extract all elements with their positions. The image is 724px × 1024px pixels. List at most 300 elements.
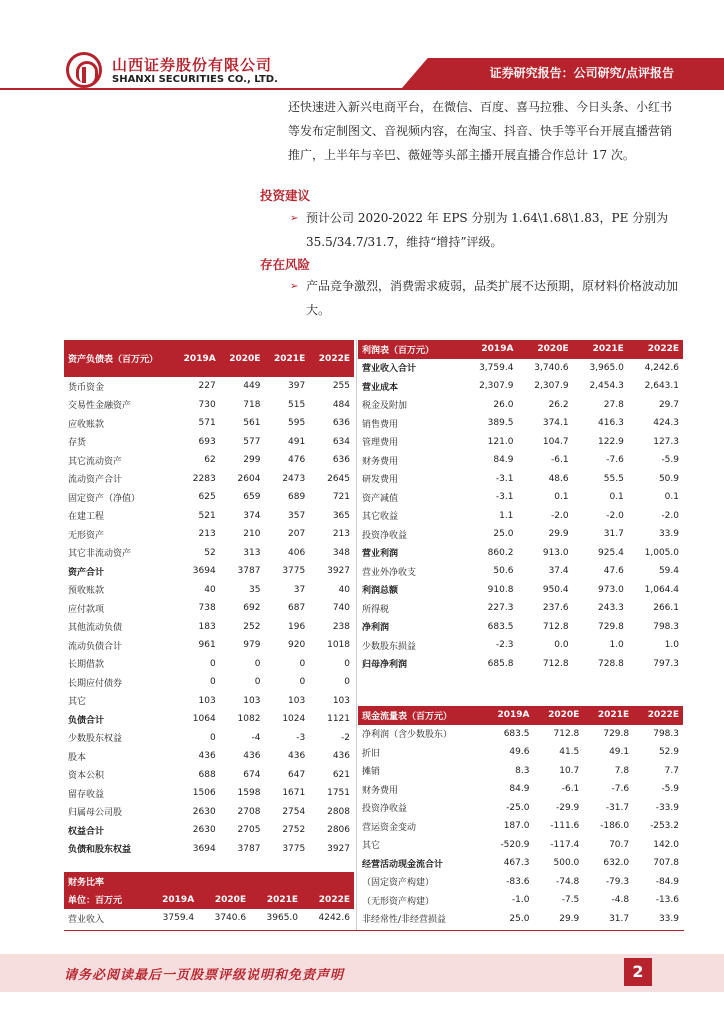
cell-value: 3,965.0: [589, 362, 624, 373]
row-label: 折旧: [362, 748, 381, 759]
header-bar: [0, 58, 724, 88]
cell-value: 50.9: [658, 473, 679, 484]
cell-value: 52.9: [658, 747, 679, 758]
cell-value: 979: [243, 640, 261, 651]
cell-value: 25.0: [509, 913, 530, 924]
risk-text: 产品竞争激烈，消费需求疲弱，品类扩展不达预期，原材料价格波动加大。: [306, 279, 679, 317]
cell-value: 348: [332, 547, 350, 558]
cell-value: 625: [198, 492, 216, 503]
cell-value: 365: [332, 510, 350, 521]
cell-value: 122.9: [598, 436, 624, 447]
cell-value: 2,643.1: [644, 381, 679, 392]
cell-value: 595: [288, 418, 306, 429]
cell-value: 313: [243, 547, 261, 558]
cell-value: 127.3: [653, 436, 679, 447]
table-row: [358, 743, 683, 762]
cell-value: 740: [332, 603, 350, 614]
cell-value: 3965.0: [266, 913, 299, 924]
cell-value: 913.0: [542, 547, 569, 558]
cell-value: 374.1: [542, 418, 569, 429]
cell-value: 729.8: [603, 728, 630, 739]
cell-value: -117.4: [550, 839, 580, 850]
section-title-risk: 存在风险: [260, 257, 311, 272]
row-label: 负债合计: [68, 715, 105, 726]
cell-value: 8.3: [515, 765, 530, 776]
ratio-table: [64, 872, 354, 928]
cell-value: 925.4: [598, 547, 624, 558]
cell-value: 436: [198, 751, 216, 762]
cell-value: -25.0: [506, 802, 530, 813]
cell-value: 70.7: [609, 839, 630, 850]
year-header: 2020E: [220, 340, 265, 377]
year-header: 2022E: [633, 706, 683, 725]
row-label: 营运资金变动: [362, 822, 417, 833]
table-row: [358, 762, 683, 781]
row-label: 利润总额: [362, 586, 399, 597]
cell-value: 436: [288, 751, 306, 762]
cell-value: 210: [243, 529, 261, 540]
row-label: 权益合计: [68, 826, 105, 837]
cell-value: 730: [198, 399, 216, 410]
cell-value: -3.1: [495, 473, 514, 484]
income-statement-table: [358, 340, 683, 673]
year-header: 2022E: [628, 340, 683, 359]
cell-value: 1751: [327, 788, 350, 799]
row-label: 其它非流动资产: [68, 549, 132, 560]
cell-value: 449: [243, 381, 261, 392]
cell-value: 374: [243, 510, 261, 521]
invest-text: 预计公司 2020-2022 年 EPS 分别为 1.64\1.68\1.83，PE 分别为 35.5/34.7/31.7，维持“增持”评级。: [306, 211, 669, 249]
year-header: 2021E: [264, 340, 309, 377]
cell-value: 7.7: [664, 765, 679, 776]
balance-sheet-table: [64, 340, 354, 858]
cell-value: 50.6: [493, 566, 514, 577]
cell-value: 35: [249, 584, 261, 595]
row-label: 财务费用: [362, 456, 399, 467]
table-row: [358, 488, 683, 507]
cell-value: -79.3: [605, 876, 630, 887]
cell-value: 31.7: [603, 529, 624, 540]
cell-value: 237.6: [542, 603, 569, 614]
cell-value: 712.8: [553, 728, 580, 739]
cell-value: 389.5: [487, 418, 514, 429]
cell-value: 33.9: [658, 913, 679, 924]
table-row: [64, 821, 354, 840]
cell-value: 2630: [192, 806, 216, 817]
page-number: 2: [624, 958, 652, 986]
row-label: 存货: [68, 438, 87, 449]
cell-value: 59.4: [658, 566, 679, 577]
table-row: [64, 451, 354, 470]
table-row: [358, 544, 683, 563]
row-label: 归母净利润: [362, 660, 408, 671]
table-row: [64, 562, 354, 581]
cell-value: 183: [198, 621, 216, 632]
row-label: 营业成本: [362, 382, 399, 393]
cell-value: -3: [296, 732, 306, 743]
table-row: [358, 817, 683, 836]
cell-value: 1.1: [499, 510, 514, 521]
cell-value: 48.6: [548, 473, 569, 484]
cell-value: 416.3: [598, 418, 624, 429]
row-label: 其它流动资产: [68, 456, 123, 467]
table-divider: [356, 340, 357, 930]
table-row: [358, 414, 683, 433]
cell-value: 238: [332, 621, 350, 632]
unit-label: 单位：百万元: [64, 891, 146, 910]
cell-value: 41.5: [559, 747, 580, 758]
cell-value: 0: [299, 658, 306, 669]
cell-value: 571: [198, 418, 216, 429]
cell-value: 1.0: [664, 640, 679, 651]
cell-value: 49.6: [509, 747, 530, 758]
row-label: 管理费用: [362, 438, 399, 449]
cell-value: 0.1: [609, 492, 624, 503]
cell-value: 712.8: [542, 658, 569, 669]
row-label: 长期借款: [68, 660, 105, 671]
cell-value: 0: [209, 677, 216, 688]
cell-value: 692: [243, 603, 261, 614]
cell-value: 299: [243, 455, 261, 466]
row-label: 资产减值: [362, 493, 399, 504]
cell-value: 3927: [327, 566, 350, 577]
cell-value: 243.3: [598, 603, 624, 614]
cell-value: 84.9: [509, 784, 530, 795]
cell-value: 1671: [282, 788, 306, 799]
row-label: 无形资产: [68, 530, 105, 541]
cell-value: 26.2: [548, 399, 569, 410]
table-row: [358, 636, 683, 655]
cell-value: -31.7: [605, 802, 630, 813]
table-row: [358, 377, 683, 396]
cell-value: 689: [288, 492, 306, 503]
table-row: [64, 525, 354, 544]
table-row: [64, 396, 354, 415]
cell-value: -13.6: [655, 895, 679, 906]
cell-value: 3787: [237, 566, 261, 577]
cell-value: 3,740.6: [534, 362, 569, 373]
table-row: [358, 562, 683, 581]
table-row: [358, 799, 683, 818]
cell-value: 187.0: [503, 821, 530, 832]
cell-value: 2708: [237, 806, 261, 817]
row-label: 预收账款: [68, 586, 105, 597]
cell-value: 961: [198, 640, 216, 651]
cell-value: 476: [288, 455, 306, 466]
row-label: 净利润（含少数股东）: [362, 730, 453, 741]
table-header-row: [64, 340, 354, 377]
cell-value: 721: [332, 492, 350, 503]
cell-value: 1082: [237, 714, 261, 725]
cell-value: 2630: [192, 825, 216, 836]
cell-value: 1064: [192, 714, 216, 725]
cell-value: 227.3: [487, 603, 514, 614]
cell-value: 0: [254, 658, 261, 669]
table-row: [64, 470, 354, 489]
cell-value: 103: [198, 695, 216, 706]
table-row: [358, 507, 683, 526]
cell-value: -6.1: [561, 784, 580, 795]
row-label: 资本公积: [68, 771, 105, 782]
cell-value: 52: [204, 547, 216, 558]
table-header-row: [64, 872, 354, 891]
cell-value: 674: [243, 769, 261, 780]
cell-value: 632.0: [603, 858, 630, 869]
table-row: [64, 433, 354, 452]
cell-value: 49.1: [609, 747, 630, 758]
row-label: 少数股东损益: [362, 641, 417, 652]
cell-value: 55.5: [603, 473, 624, 484]
table-row: [358, 470, 683, 489]
year-header: 2022E: [302, 891, 354, 910]
table-row: [358, 525, 683, 544]
cell-value: 26.0: [493, 399, 514, 410]
footer: [0, 954, 724, 992]
cell-value: -2.0: [551, 510, 569, 521]
cell-value: 436: [243, 751, 261, 762]
cell-value: -2.0: [606, 510, 624, 521]
cell-value: -4: [251, 732, 261, 743]
year-header: 2020E: [533, 706, 583, 725]
cell-value: 1506: [192, 788, 216, 799]
cell-value: 634: [332, 436, 350, 447]
cell-value: 712.8: [542, 621, 569, 632]
row-label: 营业利润: [362, 549, 399, 560]
table-title: 现金流量表（百万元）: [358, 706, 483, 725]
cell-value: -7.5: [561, 895, 580, 906]
table-row: [64, 784, 354, 803]
cell-value: 0: [254, 677, 261, 688]
footer-disclaimer: 请务必阅读最后一页股票评级说明和免责声明: [64, 968, 345, 983]
table-row: [358, 854, 683, 873]
row-label: 长期应付债券: [68, 678, 123, 689]
cell-value: 683.5: [487, 621, 514, 632]
cell-value: 3787: [237, 843, 261, 854]
cell-value: -6.1: [551, 455, 569, 466]
cell-value: 25.0: [493, 529, 514, 540]
table-header-row: [358, 706, 683, 725]
bullet-icon: ➢: [290, 281, 299, 292]
row-label: 留存收益: [68, 789, 105, 800]
cell-value: 37: [293, 584, 306, 595]
table-row: [358, 725, 683, 744]
cell-value: 213: [198, 529, 216, 540]
table-row: [358, 396, 683, 415]
table-row: [64, 488, 354, 507]
year-header: 2019A: [462, 340, 517, 359]
cell-value: 1,005.0: [644, 547, 679, 558]
year-header: 2021E: [573, 340, 628, 359]
row-label: 研发费用: [362, 475, 399, 486]
table-row: [64, 599, 354, 618]
table-row: [358, 359, 683, 378]
cell-value: -111.6: [550, 821, 580, 832]
cell-value: 1.0: [609, 640, 624, 651]
cell-value: 2,307.9: [534, 381, 569, 392]
cell-value: 3775: [282, 843, 306, 854]
cell-value: 647: [288, 769, 306, 780]
company-name-en: SHANXI SECURITIES CO., LTD.: [112, 74, 278, 85]
row-label: 摊销: [362, 767, 381, 778]
cell-value: -2: [341, 732, 350, 743]
cell-value: -253.2: [649, 821, 679, 832]
cell-value: 0.1: [664, 492, 679, 503]
table-title: 资产负债表（百万元）: [64, 340, 174, 377]
row-label: 营业外净收支: [362, 567, 417, 578]
cell-value: 659: [243, 492, 261, 503]
cell-value: 2,307.9: [479, 381, 514, 392]
table-row: [64, 581, 354, 600]
row-label: 营业收入合计: [362, 364, 417, 375]
cell-value: 521: [198, 510, 216, 521]
table-row: [64, 692, 354, 711]
table-row: [358, 599, 683, 618]
table-row: [358, 873, 683, 892]
body-paragraph: 还快速进入新兴电商平台，在微信、百度、喜马拉雅、今日头条、小红书等发布定制图文、音视频内容，在淘宝、抖音、快手等平台开展直播营销推广，上半年与辛巴、薇娅等头部主播开展直播合作总计 17 次。: [288, 100, 673, 162]
table-row: [64, 414, 354, 433]
year-header: 2020E: [517, 340, 572, 359]
table-row: [358, 891, 683, 910]
year-header: 2020E: [198, 891, 250, 910]
cell-value: 397: [288, 381, 306, 392]
year-header: 2021E: [583, 706, 633, 725]
cell-value: 255: [332, 381, 350, 392]
row-label: 交易性金融资产: [68, 401, 132, 412]
row-label: 固定资产（净值）: [68, 493, 141, 504]
cell-value: 693: [198, 436, 216, 447]
table-title: 财务比率: [64, 872, 354, 891]
row-label: 其他流动负债: [68, 623, 123, 634]
table-row: [64, 673, 354, 692]
cell-value: 142.0: [653, 839, 679, 850]
table-row: [358, 433, 683, 452]
cell-value: 729.8: [598, 621, 624, 632]
table-row: [64, 729, 354, 748]
cell-value: -5.9: [661, 784, 679, 795]
cell-value: 2283: [192, 473, 216, 484]
cell-value: -2.0: [661, 510, 679, 521]
cell-value: 515: [288, 399, 306, 410]
cell-value: -520.9: [500, 839, 530, 850]
table-row: [358, 581, 683, 600]
cell-value: 738: [198, 603, 216, 614]
cell-value: 103: [332, 695, 350, 706]
cell-value: -186.0: [600, 821, 630, 832]
cell-value: 40: [204, 584, 216, 595]
table-row: [358, 451, 683, 470]
cell-value: 29.7: [658, 399, 679, 410]
cell-value: 3759.4: [162, 913, 195, 924]
cell-value: 84.9: [493, 455, 514, 466]
table-row: [64, 840, 354, 859]
row-label: 其它: [362, 841, 381, 852]
cell-value: 0.1: [554, 492, 569, 503]
table-title: 利润表（百万元）: [358, 340, 462, 359]
cell-value: 7.8: [614, 765, 630, 776]
row-label: 所得税: [362, 604, 390, 615]
table-row: [64, 909, 354, 928]
bullet-icon: ➢: [290, 213, 299, 224]
cell-value: 2806: [327, 825, 350, 836]
cell-value: -1.0: [511, 895, 530, 906]
cell-value: 252: [243, 621, 261, 632]
cell-value: 636: [332, 418, 350, 429]
cell-value: 10.7: [559, 765, 580, 776]
cell-value: 491: [288, 436, 306, 447]
cell-value: 0: [299, 677, 306, 688]
cell-value: 3740.6: [214, 913, 247, 924]
row-label: 少数股东权益: [68, 734, 123, 745]
year-header: 2019A: [483, 706, 534, 725]
year-header: 2022E: [309, 340, 354, 377]
cell-value: -74.8: [555, 876, 580, 887]
cell-value: 687: [288, 603, 306, 614]
row-label: 投资净收益: [362, 530, 408, 541]
table-row: [358, 910, 683, 929]
table-row: [64, 766, 354, 785]
cell-value: 683.5: [503, 728, 530, 739]
cell-value: 424.3: [653, 418, 679, 429]
cell-value: 0.0: [554, 640, 569, 651]
cell-value: 357: [288, 510, 306, 521]
cell-value: 436: [332, 751, 350, 762]
cell-value: 4,242.6: [644, 362, 679, 373]
cell-value: -7.6: [611, 784, 630, 795]
cell-value: 213: [332, 529, 350, 540]
row-label: 税金及附加: [362, 401, 408, 412]
table-row: [64, 636, 354, 655]
header-divider: [0, 88, 724, 90]
row-label: 流动资产合计: [68, 475, 123, 486]
table-header-row: [64, 891, 354, 910]
cell-value: 3694: [192, 566, 216, 577]
cell-value: -2.3: [495, 640, 514, 651]
row-label: 应收账款: [68, 419, 105, 430]
cell-value: 484: [332, 399, 350, 410]
cell-value: -5.9: [661, 455, 679, 466]
row-label: 流动负债合计: [68, 641, 123, 652]
row-label: 经营活动现金流合计: [362, 859, 444, 870]
cell-value: 621: [332, 769, 350, 780]
table-row: [64, 747, 354, 766]
cell-value: -84.9: [655, 876, 679, 887]
cell-value: 920: [288, 640, 306, 651]
table-row: [358, 655, 683, 674]
cell-value: 2645: [327, 473, 350, 484]
row-label: 其它: [68, 697, 87, 708]
cell-value: 798.3: [653, 728, 679, 739]
cell-value: 860.2: [487, 547, 514, 558]
table-row: [64, 710, 354, 729]
row-label: 销售费用: [362, 419, 399, 430]
cell-value: 688: [198, 769, 216, 780]
cell-value: -29.9: [555, 802, 580, 813]
row-label: （固定资产构建）: [362, 878, 435, 889]
row-label: 货币资金: [68, 382, 105, 393]
table-row: [64, 507, 354, 526]
row-label: 负债和股东权益: [68, 845, 132, 856]
cell-value: 121.0: [487, 436, 514, 447]
cell-value: -4.8: [611, 895, 630, 906]
cell-value: 227: [198, 381, 216, 392]
table-header-row: [358, 340, 683, 359]
cell-value: 577: [243, 436, 261, 447]
cell-value: 2752: [282, 825, 306, 836]
year-header: 2019A: [174, 340, 220, 377]
cell-value: 2705: [237, 825, 261, 836]
cell-value: 196: [288, 621, 306, 632]
cell-value: 29.9: [548, 529, 569, 540]
